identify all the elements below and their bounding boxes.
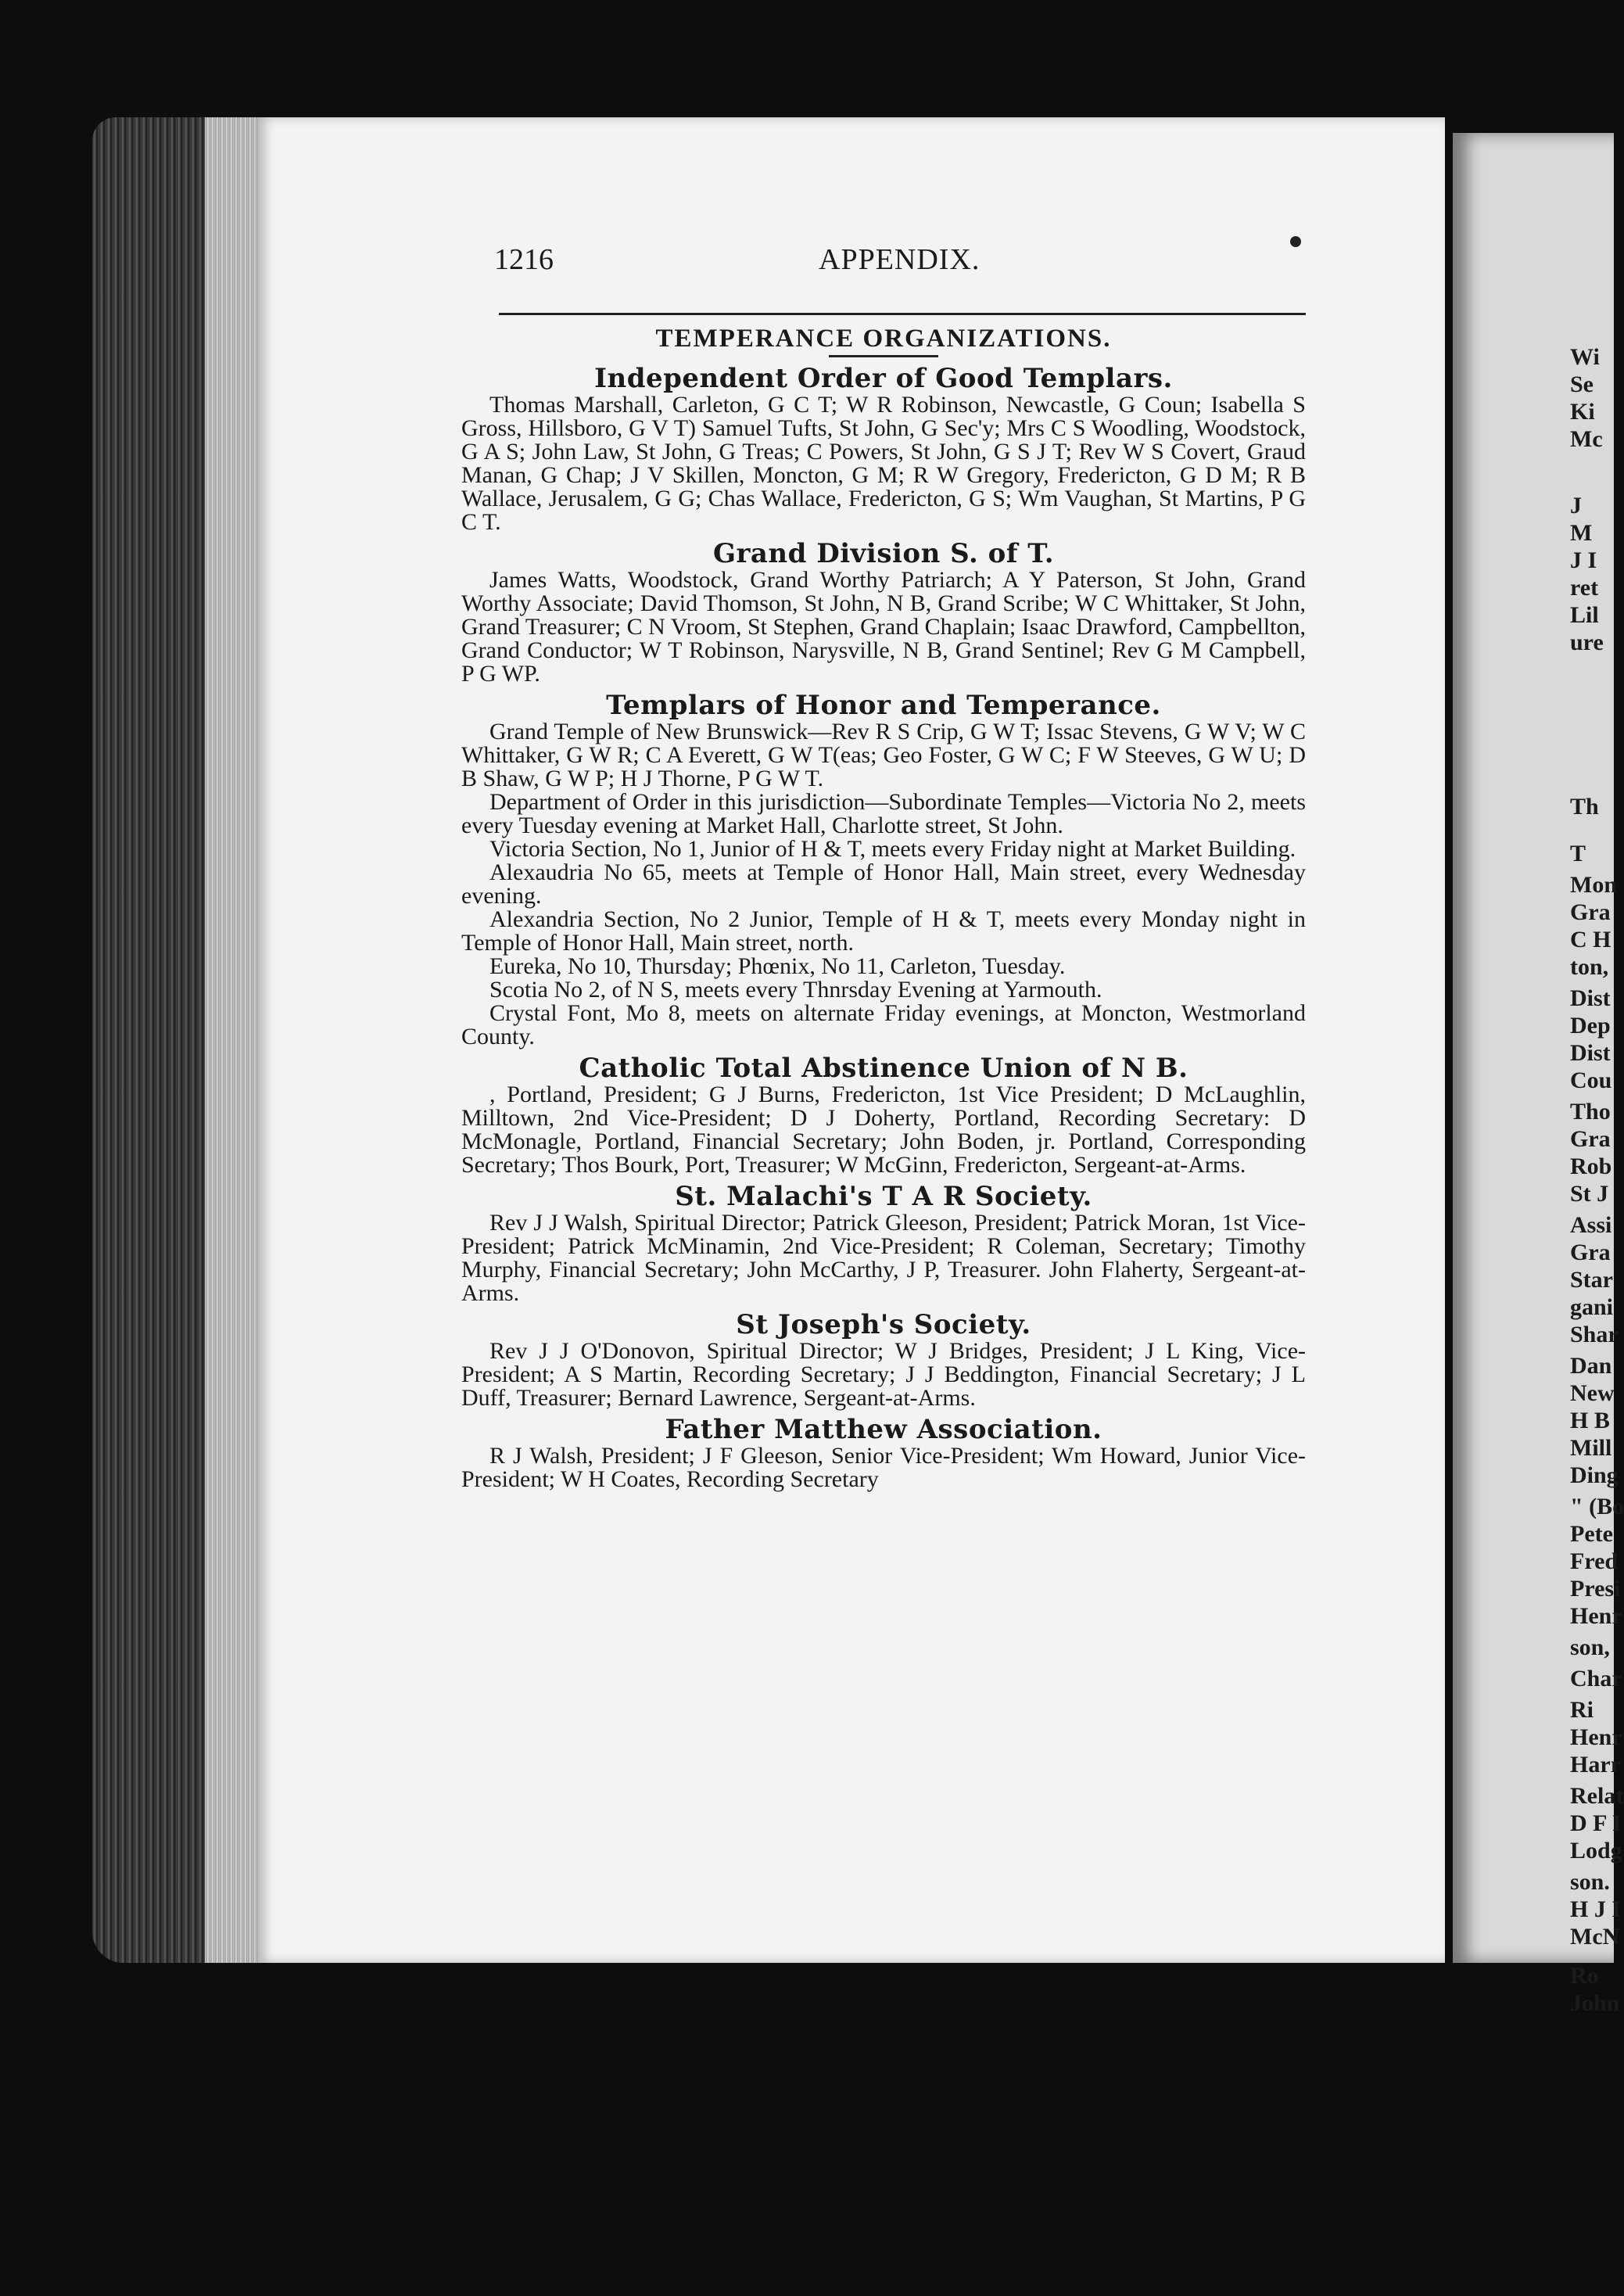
facing-page-fragment: H J I	[1570, 1896, 1622, 1922]
facing-page-fragment: Th	[1570, 794, 1599, 820]
ink-spot	[1290, 236, 1301, 247]
facing-page-fragment: Wi	[1570, 344, 1600, 370]
facing-page-fragment: M	[1570, 520, 1593, 546]
facing-page-fragment: Gra	[1570, 899, 1611, 925]
facing-page-fragment: Dist	[1570, 985, 1611, 1011]
organization-heading: Father Matthew Association.	[665, 1414, 1102, 1445]
facing-page-fragment: Tho	[1570, 1099, 1611, 1125]
organization-heading: Catholic Total Abstinence Union of N B.	[579, 1053, 1188, 1084]
facing-page-fragment: Se	[1570, 371, 1594, 397]
organization-entry: Thomas Marshall, Carleton, G C T; W R Robinson, Newcastle, G Coun; Isabella S Gross, Hillsboro, G V T) Samuel Tufts, St John, G Sec'y; Mrs C S Woodling, Woodstock, G A S; John Law, St John, G Treas; C Powers, St John, G S J T; Rev W S Covert, Graud Manan, G Chap; J V Skillen, Moncton, G M; R W Gregory, Fredericton, G D M; R B Wallace, Jerusalem, G G; Chas Wallace, Fredericton, G S; Wm Vaughan, St Martins, P G C T.	[461, 392, 1306, 535]
facing-page-fragment: son.	[1570, 1869, 1610, 1895]
organization-entry: Scotia No 2, of N S, meets every Thnrsday Evening at Yarmouth.	[489, 977, 1102, 1003]
organization-entry: Crystal Font, Mo 8, meets on alternate Friday evenings, at Moncton, Westmorland County.	[461, 1000, 1306, 1049]
running-head: APPENDIX.	[819, 243, 980, 276]
organization-entry: James Watts, Woodstock, Grand Worthy Patriarch; A Y Paterson, St John, Grand Worthy Associate; David Thomson, St John, N B, Grand Scribe; W C Whittaker, St John, Grand Treasurer; C N Vroom, St Stephen, Grand Chaplain; Isaac Drawford, Campbellton, Grand Conductor; W T Robinson, Narysville, N B, Grand Sentinel; Rev G M Campbell, P G WP.	[461, 567, 1306, 687]
facing-page-fragment: ret	[1570, 575, 1599, 601]
facing-page-fragment: J	[1570, 493, 1582, 518]
organization-entry: Alexandria Section, No 2 Junior, Temple of H & T, meets every Monday night in Temple of Honor Hall, Main street, north.	[461, 906, 1306, 956]
facing-page-fragment: Rob	[1570, 1153, 1612, 1179]
facing-page-fragment: Lodg	[1570, 1838, 1622, 1864]
facing-page-fragment: Henr	[1570, 1603, 1622, 1629]
organization-heading: Grand Division S. of T.	[712, 538, 1055, 569]
facing-page-fragment: Fred	[1570, 1548, 1619, 1574]
facing-page-fragment: Gra	[1570, 1126, 1611, 1152]
facing-page-fragment: Ki	[1570, 399, 1595, 425]
facing-page-fragment: John	[1570, 1990, 1620, 2016]
organization-heading: Templars of Honor and Temperance.	[606, 690, 1161, 721]
facing-page-fragment: Harr	[1570, 1752, 1621, 1778]
facing-page-fragment: Mill	[1570, 1435, 1612, 1461]
facing-page-fragment: Dep	[1570, 1013, 1611, 1039]
facing-page-fragment: Dist	[1570, 1040, 1611, 1066]
organization-heading: St. Malachi's T A R Society.	[675, 1181, 1092, 1212]
facing-page-fragment: Star	[1570, 1267, 1613, 1293]
facing-page-fragment: H B	[1570, 1408, 1610, 1433]
facing-page-fragment: Lil	[1570, 602, 1599, 628]
organization-entry: R J Walsh, President; J F Gleeson, Senior Vice-President; Wm Howard, Junior Vice-President; W H Coates, Recording Secretary	[461, 1443, 1306, 1492]
facing-page-fragment: Shar	[1570, 1322, 1619, 1347]
organization-entry: Department of Order in this jurisdiction—Subordinate Temples—Victoria No 2, meets every Tuesday evening at Market Hall, Charlotte street, St John.	[461, 789, 1306, 838]
organization-heading: St Joseph's Society.	[736, 1309, 1031, 1340]
facing-page-fragment: Ro	[1570, 1963, 1599, 1989]
facing-page-fragment: Presi	[1570, 1576, 1621, 1602]
facing-page-fragment: T	[1570, 841, 1586, 866]
facing-page-fragment: Pete	[1570, 1521, 1613, 1547]
page-header	[494, 242, 1307, 289]
organization-entry: Rev J J Walsh, Spiritual Director; Patrick Gleeson, President; Patrick Moran, 1st Vice-President; Patrick McMinamin, 2nd Vice-President; R Coleman, Secretary; Timothy Murphy, Financial Secretary; John McCarthy, J P, Treasurer. John Flaherty, Sergeant-at-Arms.	[461, 1210, 1306, 1306]
facing-page-fragment: Assi	[1570, 1212, 1612, 1238]
facing-page-fragment: D F I	[1570, 1810, 1622, 1836]
page-number: 1216	[494, 243, 554, 276]
facing-page-fragment: ton,	[1570, 954, 1609, 980]
facing-page-fragment: ure	[1570, 630, 1604, 655]
page-stack	[205, 117, 260, 1963]
facing-page-fragment: Mon	[1570, 872, 1617, 898]
organization-entry: Rev J J O'Donovon, Spiritual Director; W J Bridges, President; J L King, Vice-President; A S Martin, Recording Secretary; J J Beddington, Financial Secretary; J L Duff, Treasurer; Bernard Lawrence, Sergeant-at-Arms.	[461, 1338, 1306, 1411]
facing-page-fragment: Cou	[1570, 1067, 1612, 1093]
facing-page-fragment: C H	[1570, 927, 1611, 952]
facing-page-fragment: St J	[1570, 1181, 1609, 1207]
facing-page-fragment: " (Bo	[1570, 1494, 1624, 1519]
title-rule	[829, 355, 938, 357]
organization-entry: Victoria Section, No 1, Junior of H & T, meets every Friday night at Market Building.	[489, 836, 1296, 862]
facing-page-fragment: Relat	[1570, 1783, 1624, 1809]
facing-page-fragment: Ding	[1570, 1462, 1619, 1488]
organization-entry: Alexaudria No 65, meets at Temple of Honor Hall, Main street, every Wednesday evening.	[461, 859, 1306, 909]
main-title: TEMPERANCE ORGANIZATIONS.	[655, 325, 1112, 353]
facing-page-fragment: Ri	[1570, 1697, 1594, 1723]
organization-heading: Independent Order of Good Templars.	[594, 363, 1173, 394]
facing-page-fragment: Mc	[1570, 426, 1603, 452]
facing-page-fragment: Henr	[1570, 1724, 1622, 1750]
facing-page-fragment: Char	[1570, 1666, 1622, 1692]
organization-entry: Grand Temple of New Brunswick—Rev R S Crip, G W T; Issac Stevens, G W V; W C Whittaker, G W R; C A Everett, G W T(eas; Geo Foster, G W C; F W Steeves, G W U; D B Shaw, G W P; H J Thorne, P G W T.	[461, 719, 1306, 791]
sections	[461, 363, 1306, 1492]
facing-page-fragment: New	[1570, 1380, 1615, 1406]
facing-page-fragment: Dan	[1570, 1353, 1612, 1379]
facing-page-fragment: McN	[1570, 1924, 1620, 1950]
header-rule	[499, 313, 1306, 315]
facing-page-fragment: son,	[1570, 1634, 1610, 1660]
page-content	[461, 321, 1306, 1491]
facing-page-fragment: J I	[1570, 547, 1597, 573]
organization-entry: Eureka, No 10, Thursday; Phœnix, No 11, Carleton, Tuesday.	[489, 953, 1066, 979]
facing-page-fragment: gani	[1570, 1294, 1614, 1320]
facing-page	[1453, 133, 1624, 2016]
organization-entry: , Portland, President; G J Burns, Fredericton, 1st Vice President; D McLaughlin, Milltown, 2nd Vice-President; D J Doherty, Portland, Recording Secretary: D McMonagle, Portland, Financial Secretary; John Boden, jr. Portland, Corresponding Secretary; Thos Bourk, Port, Treasurer; W McGinn, Fredericton, Sergeant-at-Arms.	[461, 1082, 1306, 1178]
facing-page-fragment: Gra	[1570, 1239, 1611, 1265]
